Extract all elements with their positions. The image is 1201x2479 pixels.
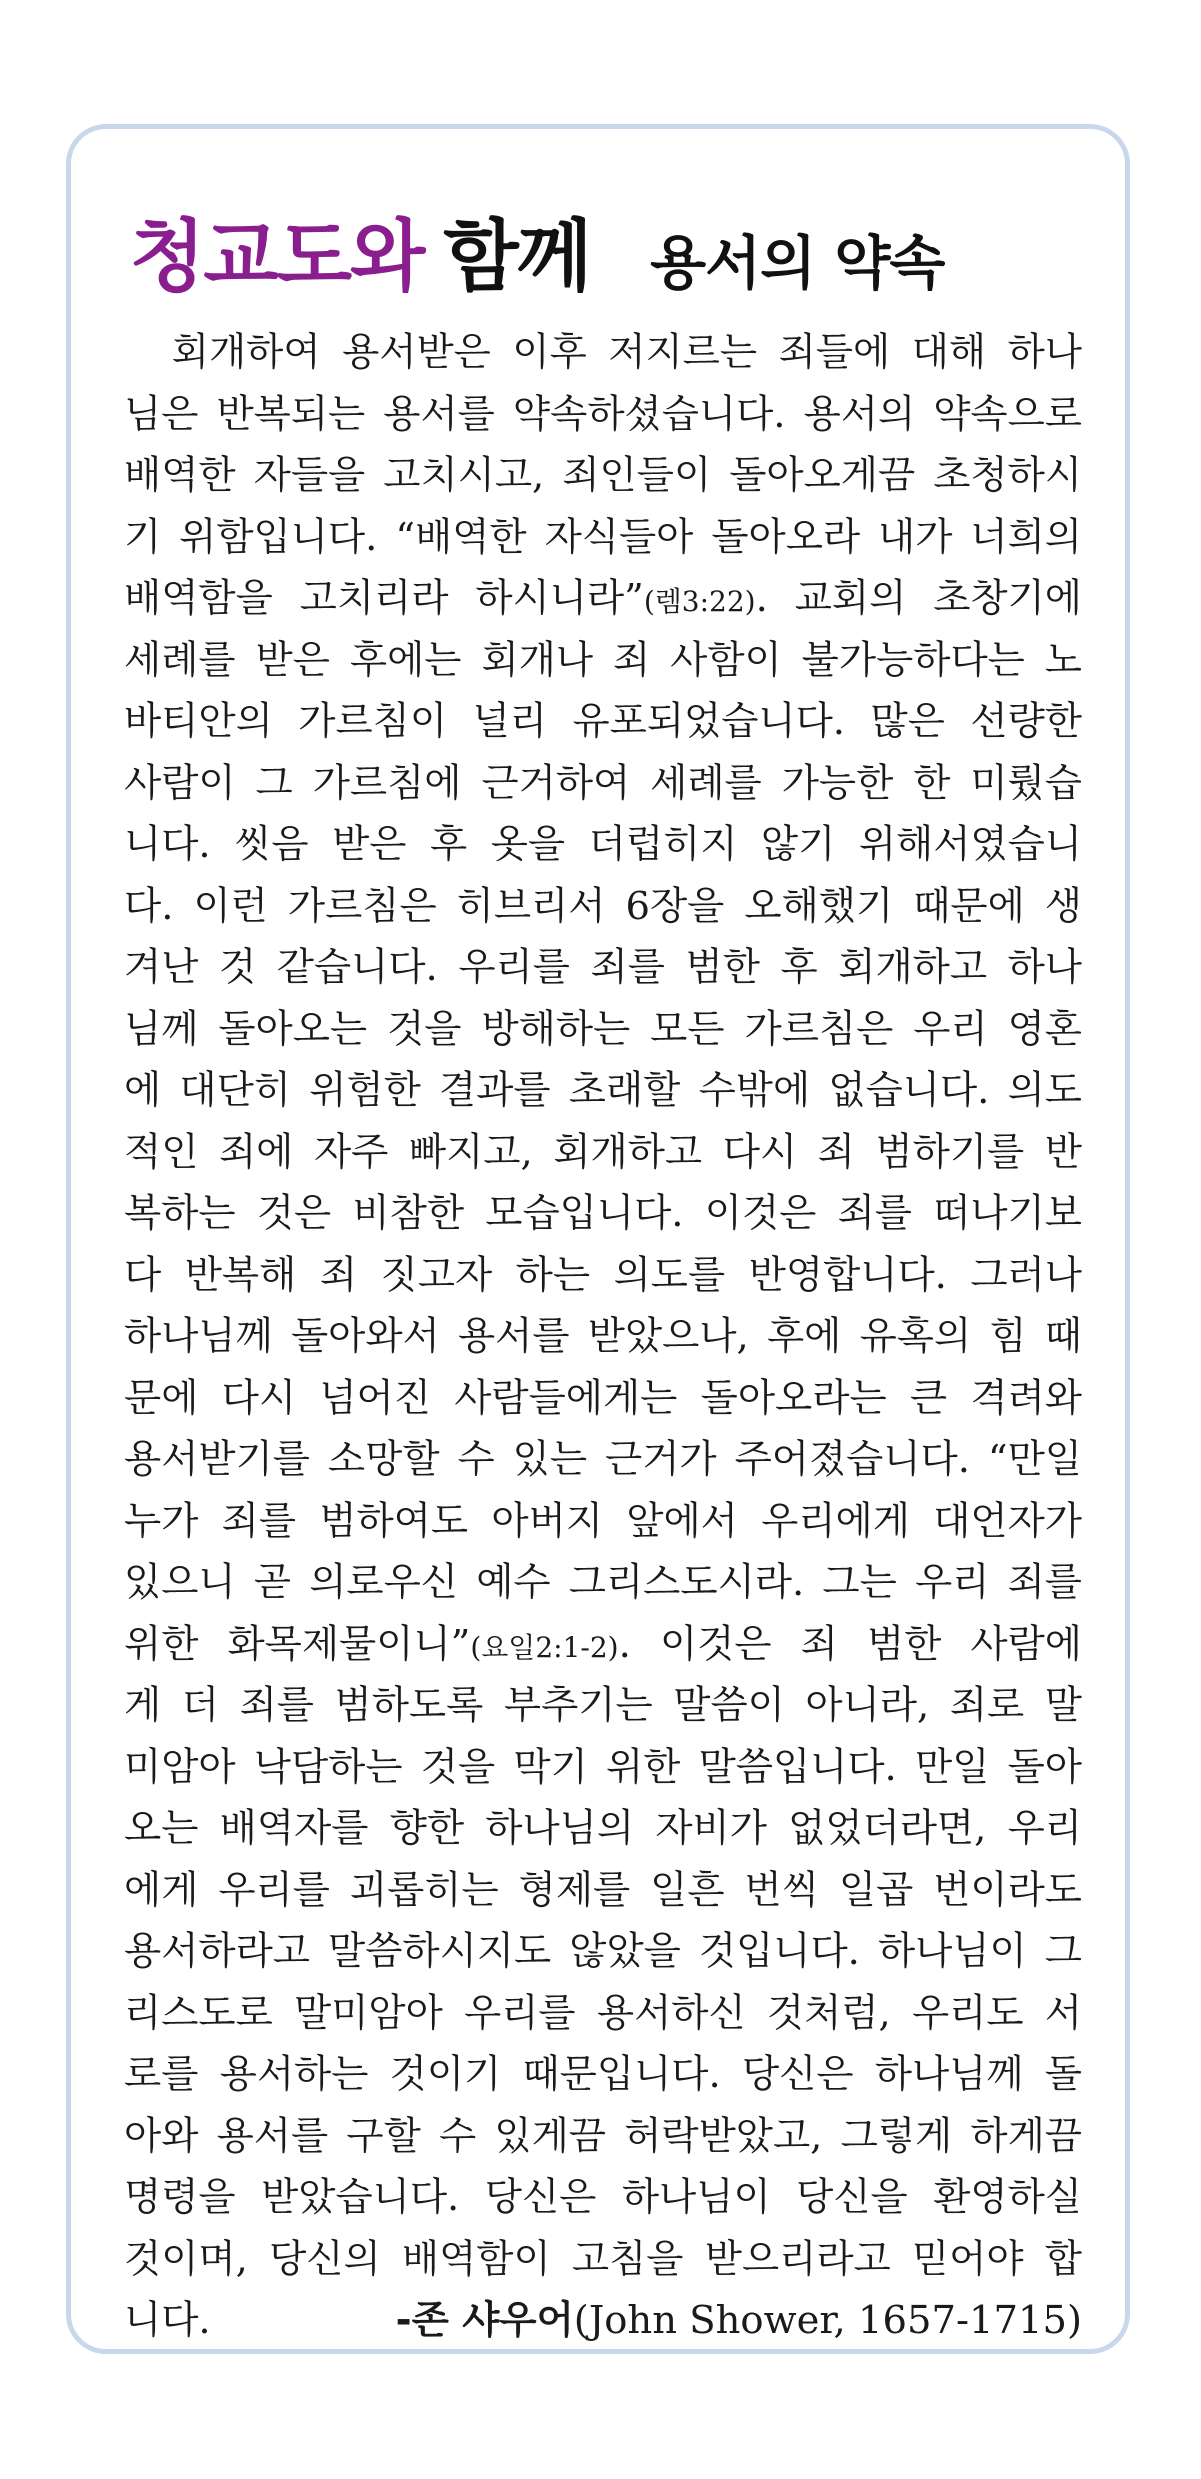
text-line: 세례를 받은 후에는 회개나 죄 사함이 불가능하다는 노 — [124, 637, 1082, 683]
text-line — [124, 568, 1082, 630]
text-line: 다. 이런 가르침은 히브리서 6장을 오해했기 때문에 생 — [124, 883, 1082, 929]
text-line: 미암아 낙담하는 것을 막기 위한 말씀입니다. 만일 돌아 — [124, 1744, 1082, 1790]
text-line: 있으니 곧 의로우신 예수 그리스도시라. 그는 우리 죄를 — [124, 1560, 1082, 1605]
text-line-last — [124, 2290, 1082, 2352]
text-line: 용서받기를 소망할 수 있는 근거가 주어졌습니다. “만일 — [124, 1437, 1082, 1482]
text-line: 에게 우리를 괴롭히는 형제를 일흔 번씩 일곱 번이라도 — [124, 1867, 1082, 1913]
text-line: 문에 다시 넘어진 사람들에게는 돌아오라는 큰 격려와 — [124, 1375, 1082, 1421]
title-subtitle: 용서의 약속 — [650, 229, 945, 297]
page-title — [130, 194, 1110, 304]
article-body — [124, 322, 1082, 2352]
scripture-ref: (렘3:22) — [643, 585, 756, 618]
text-line: 다 반복해 죄 짓고자 하는 의도를 반영합니다. 그러나 — [124, 1252, 1082, 1298]
text-line: 누가 죄를 범하여도 아버지 앞에서 우리에게 대언자가 — [124, 1498, 1082, 1544]
author-name-english: (John Shower, 1657-1715) — [573, 2298, 1082, 2343]
scripture-ref: (요일2:1-2) — [470, 1630, 619, 1664]
title-part2: 함께 — [443, 212, 591, 302]
text-line: 기 위함입니다. “배역한 자식들아 돌아오라 내가 너희의 — [124, 514, 1082, 560]
text-line — [124, 1614, 1082, 1676]
text-segment: . 교회의 초창기에 — [755, 576, 1082, 621]
text-segment: . 이것은 죄 범한 사람에 — [618, 1621, 1082, 1667]
text-line: 복하는 것은 비참한 모습입니다. 이것은 죄를 떠나기보 — [124, 1191, 1082, 1236]
text-line: 회개하여 용서받은 이후 저지르는 죄들에 대해 하나 — [124, 330, 1082, 375]
author-name-korean: -존 샤우어 — [395, 2298, 574, 2343]
text-line: 사람이 그 가르침에 근거하여 세례를 가능한 한 미뤘습 — [124, 760, 1082, 806]
text-line: 로를 용서하는 것이기 때문입니다. 당신은 하나님께 돌 — [124, 2052, 1082, 2097]
text-line: 니다. 씻음 받은 후 옷을 더럽히지 않기 위해서였습니 — [124, 822, 1082, 867]
text-line: 적인 죄에 자주 빠지고, 회개하고 다시 죄 범하기를 반 — [124, 1129, 1082, 1175]
title-part1: 청교도와 — [130, 212, 424, 302]
text-line: 배역한 자들을 고치시고, 죄인들이 돌아오게끔 초청하시 — [124, 453, 1082, 498]
text-line: 바티안의 가르침이 널리 유포되었습니다. 많은 선량한 — [124, 699, 1082, 744]
text-line: 명령을 받았습니다. 당신은 하나님이 당신을 환영하실 — [124, 2175, 1082, 2220]
text-line: 용서하라고 말씀하시지도 않았을 것입니다. 하나님이 그 — [124, 1929, 1082, 1974]
text-line: 것이며, 당신의 배역함이 고침을 받으리라고 믿어야 합 — [124, 2236, 1082, 2282]
text-line: 님은 반복되는 용서를 약속하셨습니다. 용서의 약속으로 — [124, 391, 1082, 437]
text-line: 리스도로 말미암아 우리를 용서하신 것처럼, 우리도 서 — [124, 1990, 1082, 2036]
text-line: 하나님께 돌아와서 용서를 받았으나, 후에 유혹의 힘 때 — [124, 1314, 1082, 1359]
text-line: 게 더 죄를 범하도록 부추기는 말씀이 아니라, 죄로 말 — [124, 1683, 1082, 1728]
text-line: 에 대단히 위험한 결과를 초래할 수밖에 없습니다. 의도 — [124, 1068, 1082, 1113]
text-segment: 위한 화목제물이니” — [124, 1621, 471, 1667]
text-line: 님께 돌아오는 것을 방해하는 모든 가르침은 우리 영혼 — [124, 1006, 1082, 1052]
author-signature — [396, 2290, 1082, 2352]
text-line: 오는 배역자를 향한 하나님의 자비가 없었더라면, 우리 — [124, 1806, 1082, 1851]
text-segment: 니다. — [124, 2298, 211, 2343]
text-line: 아와 용서를 구할 수 있게끔 허락받았고, 그렇게 하게끔 — [124, 2113, 1082, 2159]
text-segment: 배역함을 고치리라 하시니라” — [124, 576, 644, 621]
text-line: 겨난 것 같습니다. 우리를 죄를 범한 후 회개하고 하나 — [124, 945, 1082, 990]
